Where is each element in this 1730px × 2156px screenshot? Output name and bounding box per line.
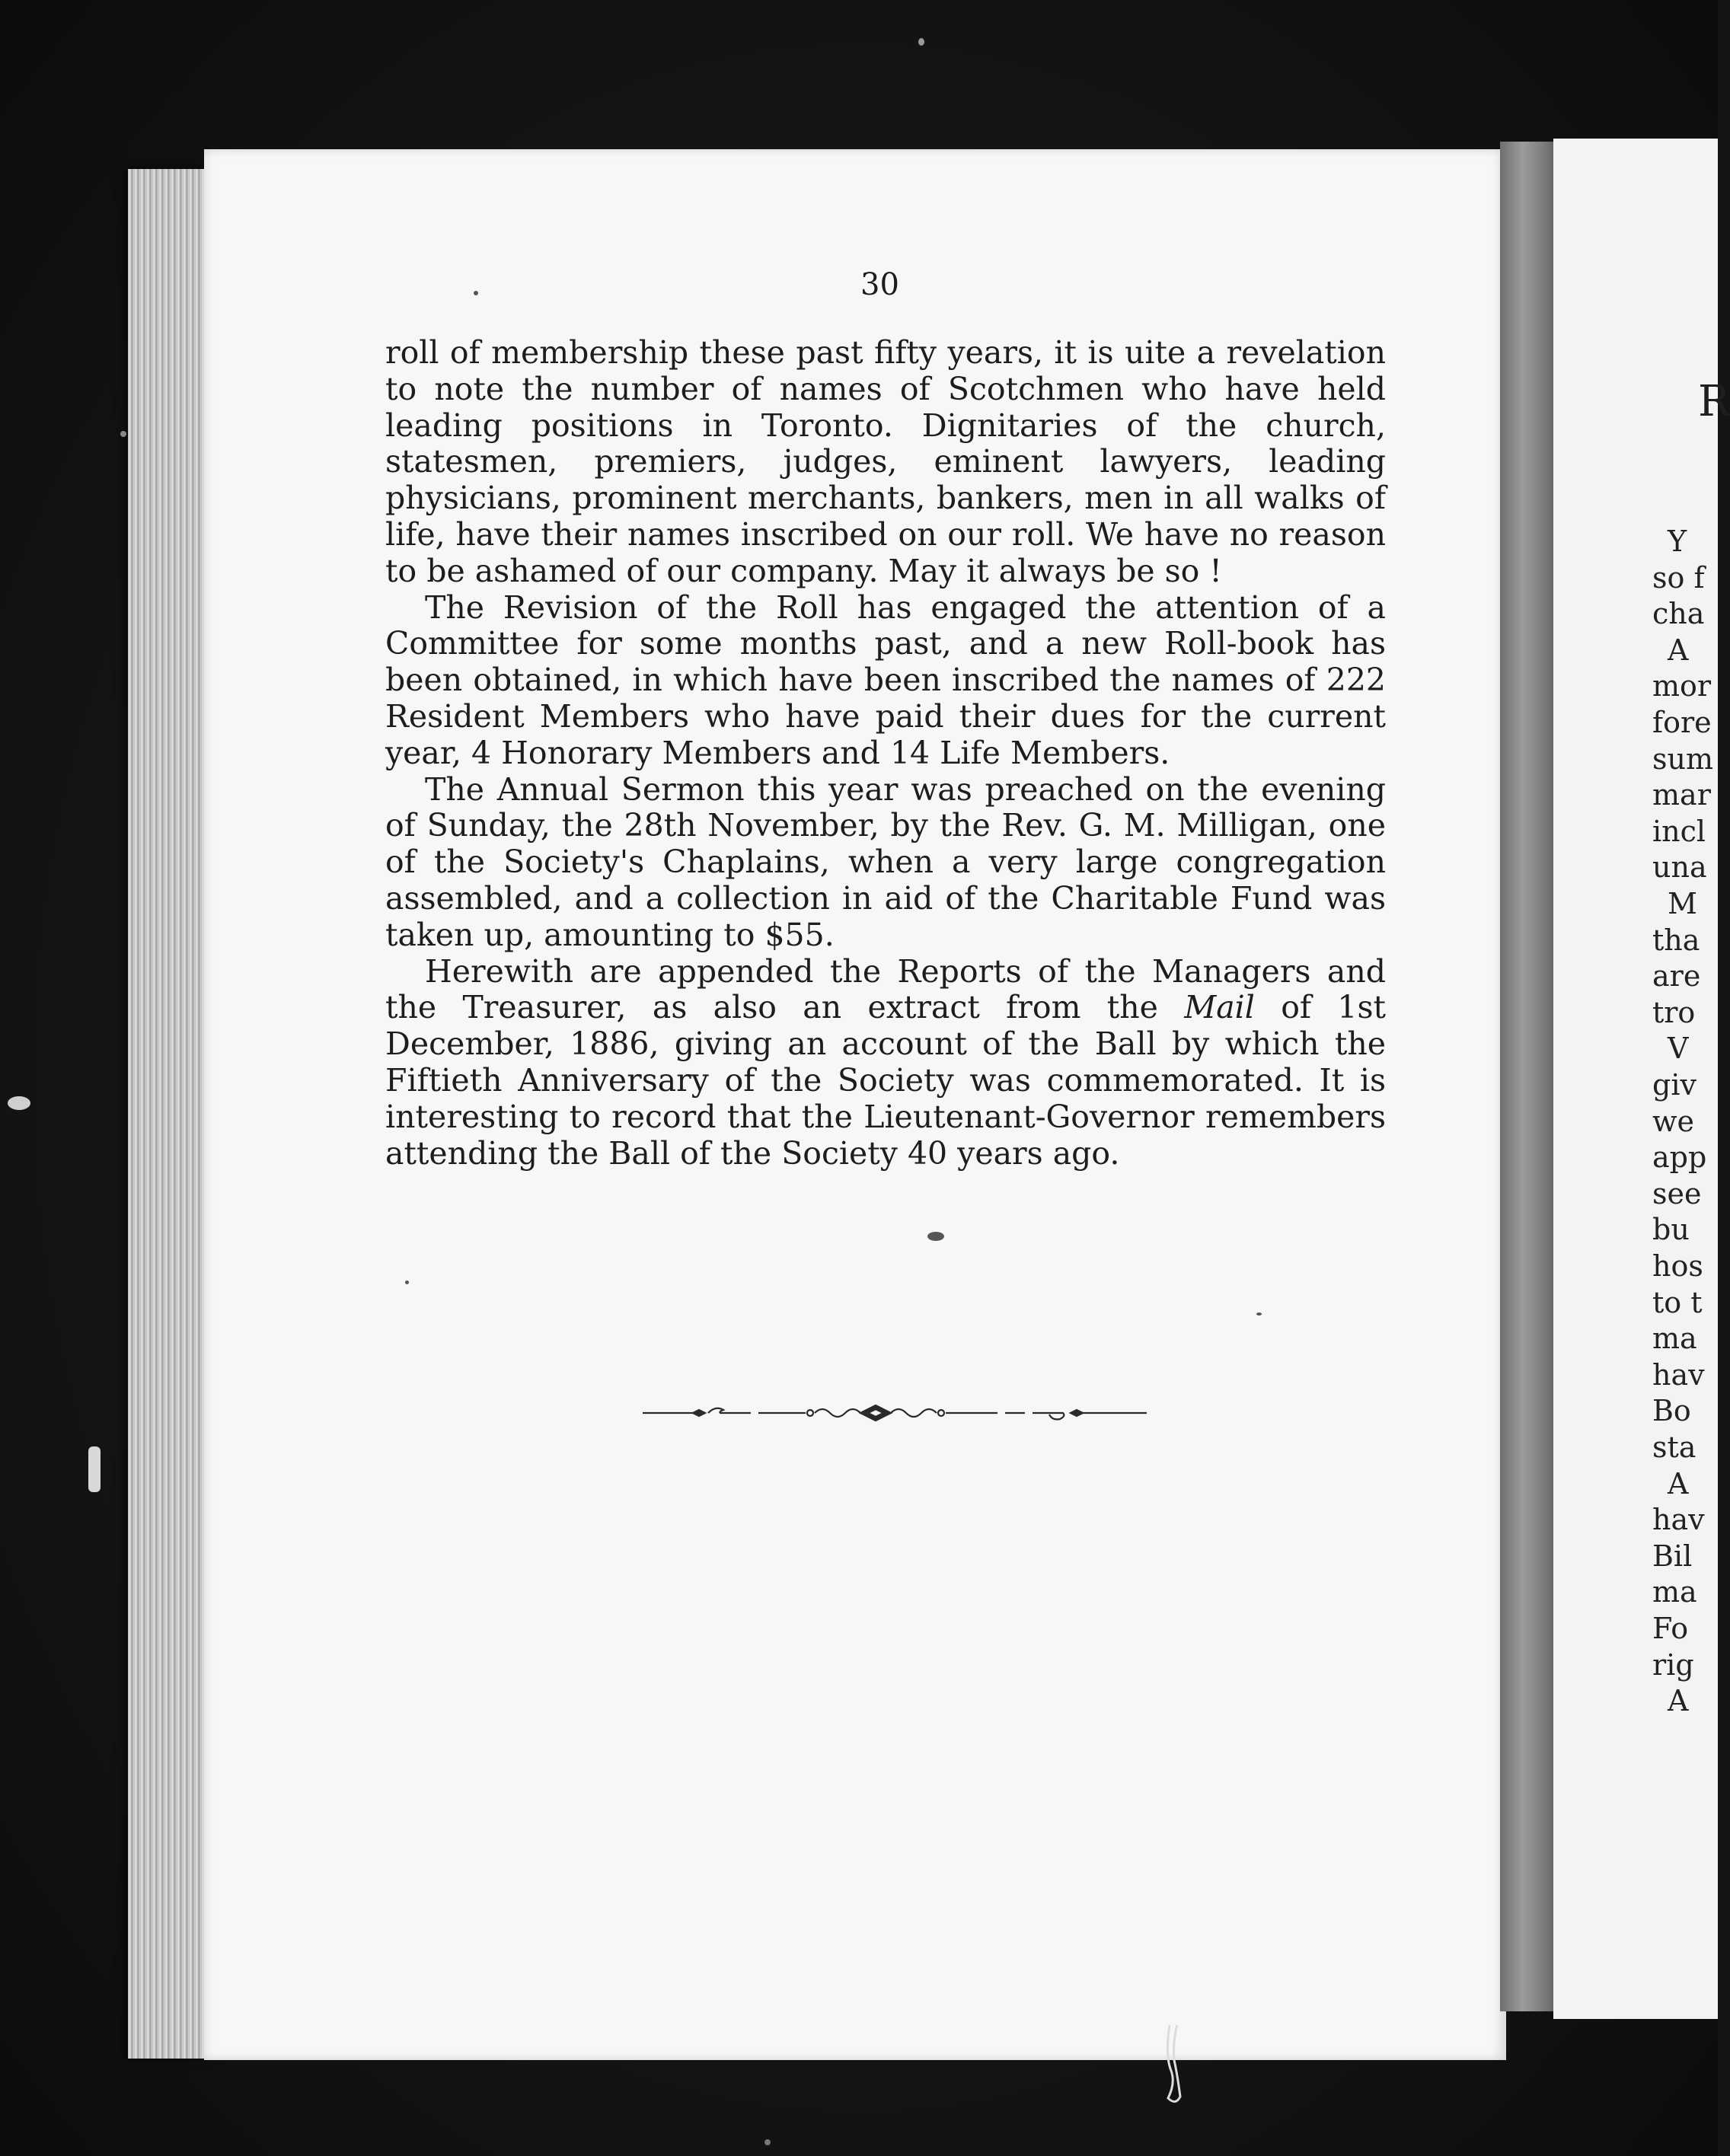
- film-speck: [1256, 1312, 1262, 1316]
- page-number: 30: [860, 267, 899, 302]
- facing-page-line-fragment: hav: [1652, 1357, 1705, 1392]
- paragraph-roll-of-membership: roll of membership these past fifty years, it is uite a revelation to note the number of names of Scotchmen who have held leading positions in Toronto. Dignitaries of the church, statesmen, premiers, judges, eminent lawyers, leading physicians, prominent merchants, bankers, men in all walks of life, have their names inscribed on our roll. We have no reason to be ashamed of our company. May it always be so !: [385, 334, 1386, 589]
- facing-page-line-fragment: Fo: [1652, 1612, 1689, 1645]
- film-speck: [764, 2139, 771, 2145]
- facing-page-line-fragment: bu: [1652, 1213, 1690, 1247]
- facing-page-line-fragment: tha: [1652, 923, 1700, 957]
- facing-page-line-fragment: see: [1652, 1176, 1702, 1210]
- facing-page-line-fragment: V: [1668, 1032, 1689, 1066]
- facing-page-line-fragment: so f: [1652, 560, 1705, 595]
- paragraph-reports-appended: [385, 954, 1386, 1172]
- facing-page-line-fragment: mor: [1652, 669, 1712, 703]
- facing-page-heading-fragment: R: [1698, 377, 1730, 426]
- facing-page-line-fragment: ma: [1652, 1322, 1697, 1356]
- facing-page-line-fragment: A: [1668, 1684, 1689, 1718]
- film-speck: [918, 38, 924, 46]
- facing-page-line-fragment: A: [1668, 633, 1689, 667]
- facing-page-line-fragment: A: [1668, 1466, 1689, 1501]
- facing-page-line-fragment: sum: [1652, 742, 1714, 776]
- film-speck: [120, 431, 126, 437]
- film-speck: [474, 291, 478, 295]
- facing-page-line-fragment: hos: [1652, 1249, 1703, 1283]
- facing-page-line-fragment: mar: [1652, 778, 1711, 812]
- facing-page-line-fragment: ma: [1652, 1575, 1697, 1609]
- body-text: [385, 335, 1386, 1172]
- facing-page-line-fragment: are: [1652, 959, 1701, 993]
- facing-page-line-fragment: sta: [1652, 1430, 1696, 1464]
- decorative-rule-ornament: [640, 1398, 1150, 1428]
- paragraph-revision-of-roll: The Revision of the Roll has engaged the attention of a Committee for some months past, and a new Roll-book has been obtained, in which have been inscribed the names of 222 Resident Members who have paid their dues for the current year, 4 Honorary Members and 14 Life Members.: [385, 588, 1386, 771]
- film-speck: [927, 1232, 944, 1241]
- film-speck: [405, 1281, 409, 1284]
- facing-page-line-fragment: rig: [1652, 1647, 1694, 1682]
- facing-page-line-fragment: Bo: [1652, 1394, 1691, 1428]
- paragraph-annual-sermon: The Annual Sermon this year was preached on the evening of Sunday, the 28th November, by the Rev. G. M. Milligan, one of the Society's Chaplains, when a very large congregation assembled, and a collection in aid of the Charitable Fund was taken up, amounting to $55.: [385, 770, 1386, 953]
- facing-page-line-fragment: Bil: [1652, 1539, 1693, 1573]
- facing-page-line-fragment: cha: [1652, 597, 1705, 631]
- facing-page-line-fragment: fore: [1652, 706, 1712, 739]
- facing-page-line-fragment: una: [1652, 850, 1707, 885]
- film-speck: [88, 1446, 101, 1492]
- facing-page-line-fragment: hav: [1652, 1503, 1705, 1537]
- facing-page-line-fragment: M: [1668, 887, 1697, 920]
- paragraph-reports-text-after: of 1st December, 1886, giving an account of the Ball by which the Fiftieth Anniversary of the Society was commemorated. It is interesting to record that the Lieutenant-Governor remembers attending the Ball of the Society 40 years ago.: [385, 989, 1387, 1172]
- facing-page-line-fragment: app: [1652, 1140, 1707, 1175]
- paragraph-reports-text-before: Herewith are appended the Reports of the Managers and the Treasurer, as also an extract from the: [385, 952, 1386, 1026]
- film-speck: [8, 1096, 30, 1110]
- facing-page: [1553, 139, 1730, 2019]
- facing-page-line-fragment: giv: [1652, 1068, 1696, 1102]
- newspaper-title-mail: Mail: [1184, 989, 1255, 1026]
- facing-page-line-fragment: Y: [1668, 525, 1687, 558]
- facing-page-line-fragment: we: [1652, 1104, 1695, 1138]
- facing-page-line-fragment: tro: [1652, 995, 1696, 1029]
- thread-loop: [1160, 2025, 1183, 2109]
- facing-page-line-fragment: to t: [1652, 1285, 1703, 1319]
- facing-page-line-fragment: incl: [1652, 814, 1706, 848]
